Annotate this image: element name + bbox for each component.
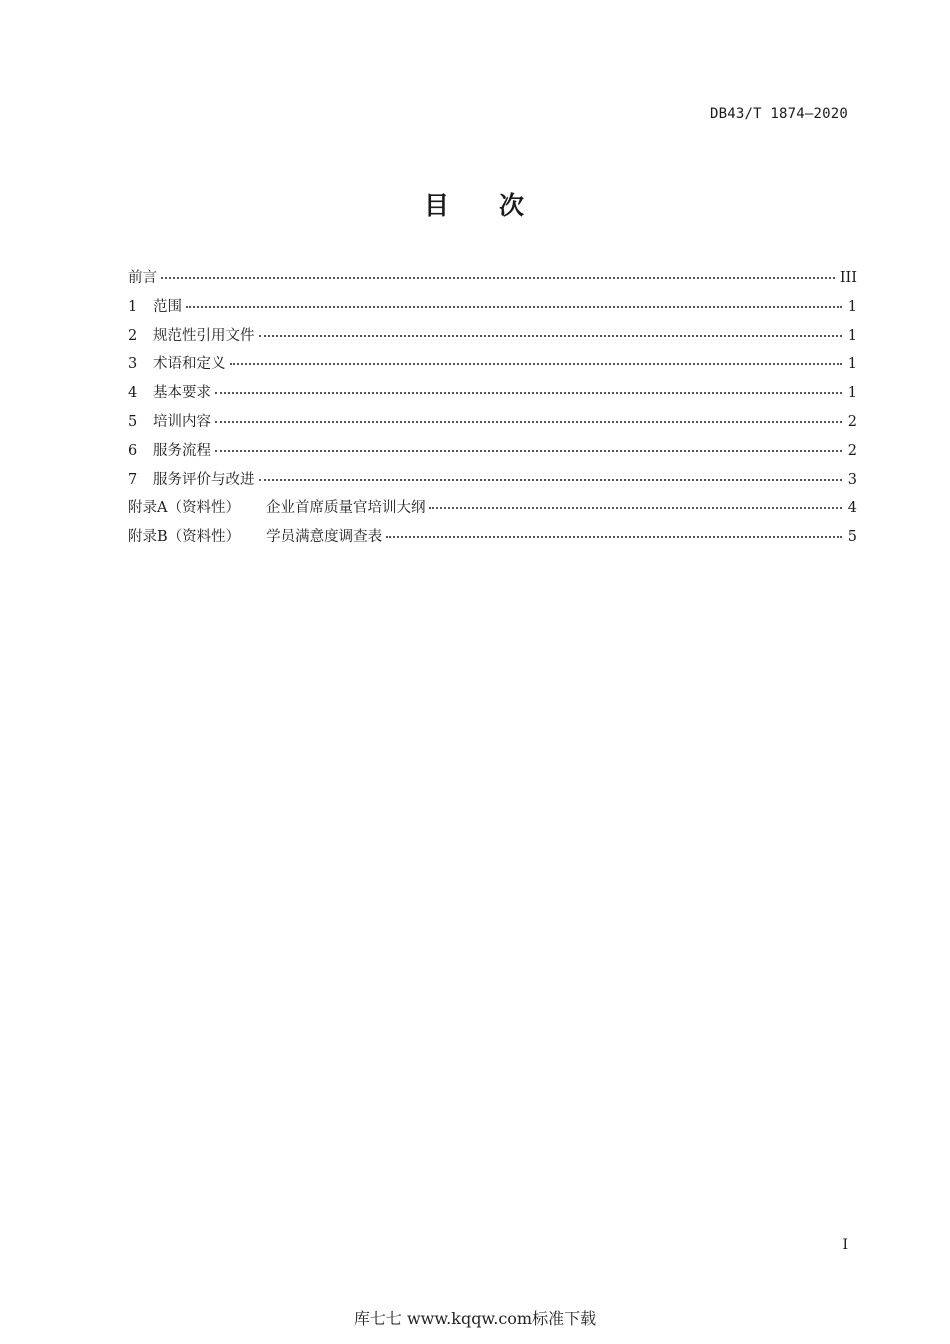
toc-entry-title: 术语和定义 [153,356,226,373]
toc-entry-basic-requirements[interactable] [128,381,857,410]
standard-code: DB43/T 1874—2020 [709,106,848,122]
toc-leader-dots [259,335,843,337]
toc-entry-title: 服务评价与改进 [153,471,255,488]
toc-entry-title: 学员满意度调查表 [266,529,383,546]
toc-entry-number: 5 [128,413,138,430]
toc-leader-dots [215,450,842,452]
watermark-text: 库七七 www.kqqw.com标准下载 [353,1309,597,1328]
toc-entry-title: 基本要求 [153,385,211,402]
toc-entry-page: III [839,270,857,286]
toc-entry-page: 2 [847,442,857,459]
toc-entry-number: 2 [128,327,138,344]
toc-entry-number: 3 [128,356,138,373]
toc-entry-title: 培训内容 [153,413,211,430]
toc-entry-evaluation-improvement[interactable] [128,468,857,497]
toc-entry-title: 企业首席质量官培训大纲 [265,500,426,517]
toc-title-part2: 次 [499,191,527,220]
toc-entry-number: 7 [128,471,138,488]
toc-entry-page: 1 [847,385,857,402]
toc-title [0,186,950,222]
toc-title-part1: 目 [423,191,451,220]
toc-entry-title: 规范性引用文件 [153,327,255,344]
page-number: I [842,1237,848,1253]
toc-appendix-id: 附录A（资料性） [128,500,240,517]
toc-leader-dots [186,306,842,308]
toc-leader-dots [386,536,842,538]
toc-appendix-id: 附录B（资料性） [128,529,241,546]
toc-leader-dots [215,421,842,423]
toc-entry-page: 1 [847,356,857,373]
toc-leader-dots [215,392,842,394]
toc-leader-dots [230,363,843,365]
toc-entry-training-content[interactable] [128,410,857,439]
toc-entry-page: 2 [847,413,857,430]
toc-entry-title: 范围 [153,298,182,315]
toc-leader-dots [161,277,835,279]
toc-entry-page: 5 [847,529,857,546]
toc-entry-page: 1 [847,298,857,315]
toc-entry-service-process[interactable] [128,439,857,468]
toc-entry-number: 6 [128,442,138,459]
toc-entry-appendix-a[interactable] [128,496,857,525]
toc-entry-foreword[interactable] [128,266,857,295]
toc-entry-normative-references[interactable] [128,324,857,353]
toc-entry-number: 4 [128,385,138,402]
table-of-contents [128,266,857,554]
toc-leader-dots [259,479,843,481]
toc-entry-page: 4 [847,500,857,517]
toc-entry-terms-definitions[interactable] [128,352,857,381]
toc-entry-scope[interactable] [128,295,857,324]
toc-entry-appendix-b[interactable] [128,525,857,554]
toc-leader-dots [429,507,842,509]
toc-entry-title: 前言 [128,270,157,286]
toc-entry-title: 服务流程 [153,442,211,459]
toc-entry-page: 3 [847,471,857,488]
toc-entry-page: 1 [847,327,857,344]
toc-entry-number: 1 [128,298,138,315]
